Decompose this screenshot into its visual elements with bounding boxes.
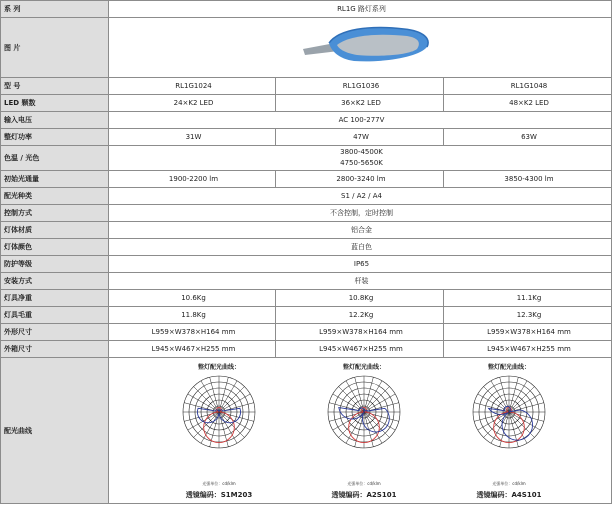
row-voltage: [1, 112, 612, 129]
polar-curve-1: [149, 358, 289, 503]
curve-title: 整灯配光曲线：: [487, 364, 530, 371]
row-label: 防护等级: [1, 256, 109, 273]
cell-value: AC 100-277V: [109, 112, 612, 129]
row-led: [1, 95, 612, 112]
cell-value: RL1G1036: [276, 78, 444, 95]
row-label: LED 颗数: [1, 95, 109, 112]
cell-value: 3850-4300 lm: [444, 171, 612, 188]
row-gross-weight: [1, 307, 612, 324]
polar-diagram: [179, 372, 259, 452]
row-cct: [1, 146, 612, 171]
row-power: [1, 129, 612, 146]
row-material: [1, 222, 612, 239]
image-label: 图 片: [1, 18, 109, 78]
cell-value: 杆装: [109, 273, 612, 290]
curves-cell: [109, 358, 612, 504]
curve-unit: 光强单位：cd/klm: [492, 481, 526, 486]
row-label: 灯具净重: [1, 290, 109, 307]
lens-code: 透镜编码：A2S101: [331, 491, 397, 499]
cell-value: 47W: [276, 129, 444, 146]
row-flux: [1, 171, 612, 188]
row-label: 配光曲线: [1, 358, 109, 504]
row-optics: [1, 188, 612, 205]
row-control: [1, 205, 612, 222]
row-label: 灯具毛重: [1, 307, 109, 324]
cell-value: L945×W467×H255 mm: [276, 341, 444, 358]
row-model: [1, 78, 612, 95]
row-net-weight: [1, 290, 612, 307]
cell-value: L959×W378×H164 mm: [276, 324, 444, 341]
curve-title: 整灯配光曲线：: [342, 364, 385, 371]
cell-value: 31W: [109, 129, 276, 146]
cell-value: 12.2Kg: [276, 307, 444, 324]
cell-value: 10.8Kg: [276, 290, 444, 307]
row-ip: [1, 256, 612, 273]
polar-curve-2: [294, 358, 434, 503]
cell-value: 铝合金: [109, 222, 612, 239]
cell-value: L959×W378×H164 mm: [109, 324, 276, 341]
row-label: 初始光通量: [1, 171, 109, 188]
curve-unit: 光强单位：cd/klm: [202, 481, 236, 486]
row-label: 安装方式: [1, 273, 109, 290]
lens-code: 透镜编码：S1M203: [185, 491, 253, 499]
row-label: 整灯功率: [1, 129, 109, 146]
cell-value: 蓝白色: [109, 239, 612, 256]
cell-value: 1900-2200 lm: [109, 171, 276, 188]
street-lamp-image: [299, 21, 434, 71]
row-label: 外形尺寸: [1, 324, 109, 341]
cct-line: 3800-4500K: [340, 148, 383, 156]
cell-value: L945×W467×H255 mm: [444, 341, 612, 358]
cell-value: 36×K2 LED: [276, 95, 444, 112]
cell-value: 63W: [444, 129, 612, 146]
curve-unit: 光强单位：cd/klm: [347, 481, 381, 486]
cell-value: 48×K2 LED: [444, 95, 612, 112]
series-label: 系 列: [1, 1, 109, 18]
cell-value: RL1G1048: [444, 78, 612, 95]
cell-value: L945×W467×H255 mm: [109, 341, 276, 358]
series-row: [1, 1, 612, 18]
row-label: 输入电压: [1, 112, 109, 129]
row-label: 灯体颜色: [1, 239, 109, 256]
polar-diagram: [469, 372, 549, 452]
cell-value: RL1G1024: [109, 78, 276, 95]
series-value: RL1G 路灯系列: [109, 1, 612, 18]
row-label: 灯体材质: [1, 222, 109, 239]
row-dimensions: [1, 324, 612, 341]
row-label: 色温 / 光色: [1, 146, 109, 171]
cell-value: L959×W378×H164 mm: [444, 324, 612, 341]
image-row: [1, 18, 612, 78]
curve-title: 整灯配光曲线：: [197, 364, 240, 371]
row-color: [1, 239, 612, 256]
cell-value: 12.3Kg: [444, 307, 612, 324]
cell-value: 11.8Kg: [109, 307, 276, 324]
cell-value: [109, 146, 612, 171]
cct-line: 4750-5650K: [340, 159, 383, 167]
cell-value: IP65: [109, 256, 612, 273]
cell-value: 24×K2 LED: [109, 95, 276, 112]
row-curves: [1, 358, 612, 504]
image-cell: [109, 18, 612, 78]
cell-value: S1 / A2 / A4: [109, 188, 612, 205]
row-label: 配光种类: [1, 188, 109, 205]
cell-value: 11.1Kg: [444, 290, 612, 307]
cell-value: 不含控制，定时控制: [109, 205, 612, 222]
lens-code: 透镜编码：A4S101: [476, 491, 542, 499]
row-box: [1, 341, 612, 358]
row-mount: [1, 273, 612, 290]
cell-value: 2800-3240 lm: [276, 171, 444, 188]
row-label: 控制方式: [1, 205, 109, 222]
curves-container: [109, 358, 611, 503]
row-label: 型 号: [1, 78, 109, 95]
cell-value: 10.6Kg: [109, 290, 276, 307]
polar-diagram: [324, 372, 404, 452]
row-label: 外箱尺寸: [1, 341, 109, 358]
polar-curve-3: [439, 358, 579, 503]
